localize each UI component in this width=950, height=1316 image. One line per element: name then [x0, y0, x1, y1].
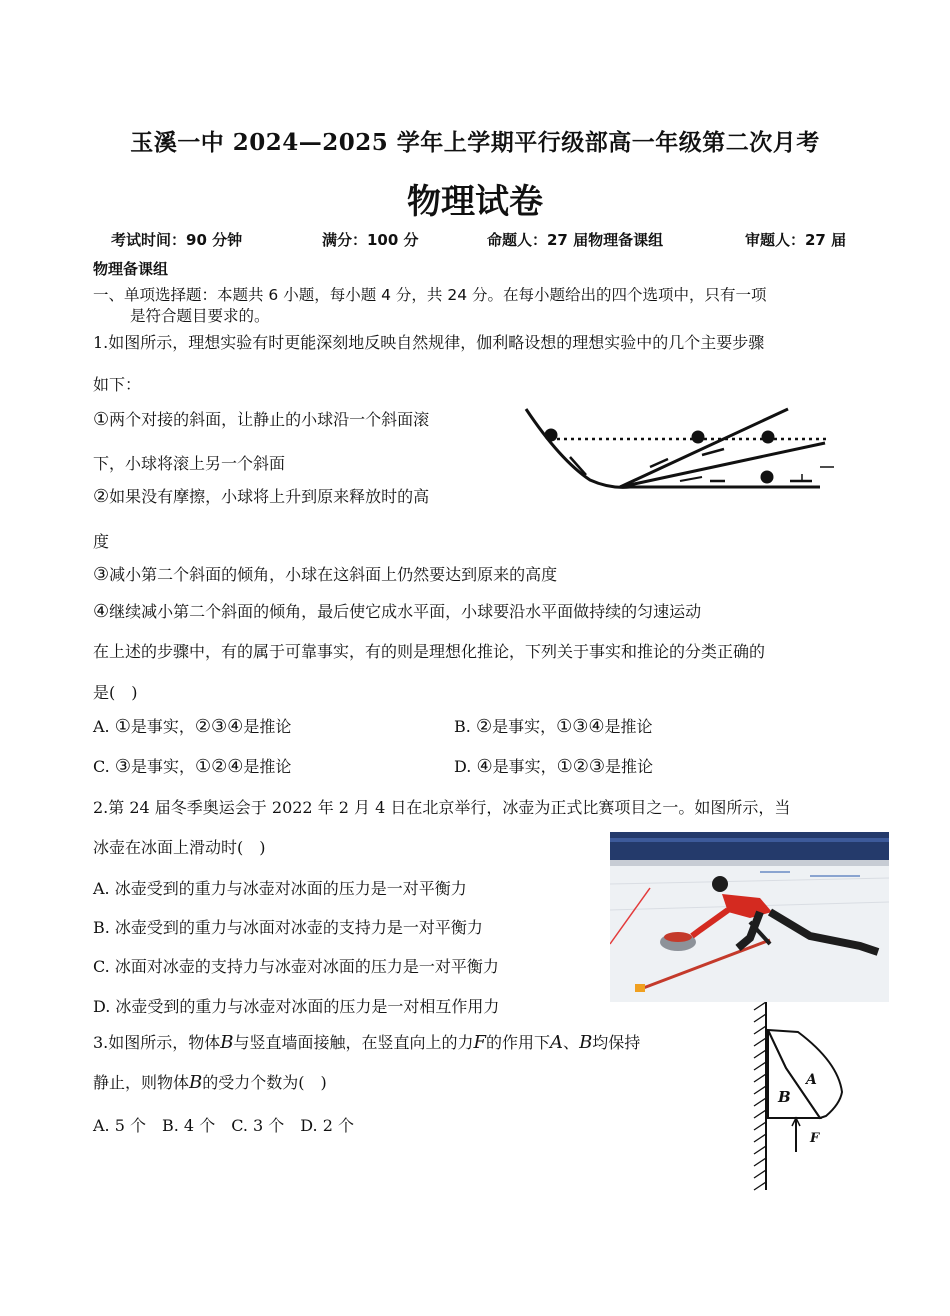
q3-stem-line1 [93, 1030, 640, 1053]
exam-title: 玉溪一中 2024—2025 学年上学期平行级部高一年级第二次月考 [130, 129, 820, 156]
label-f: F [810, 1131, 820, 1146]
option-label: B. [454, 717, 476, 736]
var-b: B [220, 1032, 234, 1053]
curling-photo [610, 832, 889, 1002]
q1-ask-line2: 是( ) [93, 683, 138, 702]
option-marker: ② [475, 716, 493, 737]
q1-stem-line2: 如下： [93, 375, 142, 394]
step-text: 如果没有摩擦，小球将上升到原来释放时的高 [109, 487, 430, 506]
option-text: 是推论 [604, 717, 653, 736]
option-marker: ①③④ [556, 716, 605, 737]
option-text: 是事实， [492, 717, 557, 736]
reviewer-continued: 物理备课组 [93, 260, 169, 278]
q2-option-c[interactable]: C. 冰面对冰壶的支持力与冰壶对冰面的压力是一对平衡力 [93, 957, 499, 976]
q1-option-b[interactable] [454, 714, 653, 737]
option-text: 是事实， [130, 757, 195, 776]
var-b: B [579, 1032, 593, 1053]
question-author: 命题人：27 届物理备课组 [487, 231, 664, 249]
step-marker: ④ [93, 601, 110, 622]
option-text: 是推论 [243, 757, 292, 776]
option-marker: ②③④ [194, 716, 244, 737]
step-text: 继续减小第二个斜面的倾角，最后使它成水平面，小球要沿水平面做持续的匀速运动 [109, 602, 702, 621]
ball-icon [692, 431, 705, 444]
step-marker: ① [93, 409, 110, 430]
option-text: 是推论 [243, 717, 292, 736]
step-marker: ② [93, 486, 110, 507]
q1-option-d[interactable] [454, 754, 653, 777]
section-heading-line2: 是符合题目要求的。 [130, 307, 270, 325]
var-b: B [189, 1072, 203, 1093]
q2-option-a[interactable]: A. 冰壶受到的重力与冰壶对冰面的压力是一对平衡力 [93, 879, 467, 898]
q3-options[interactable]: A. 5 个 B. 4 个 C. 3 个 D. 2 个 [93, 1116, 354, 1135]
reviewer: 审题人：27 届 [745, 231, 847, 249]
option-text: 是事实， [130, 717, 195, 736]
q1-step1 [93, 407, 429, 430]
step-marker: ③ [93, 564, 110, 585]
ball-icon [545, 429, 558, 442]
option-marker: ③ [114, 756, 131, 777]
q1-step2-cont: 度 [93, 532, 110, 551]
q1-step2 [93, 484, 429, 507]
var-a: A [550, 1032, 564, 1053]
option-label: A. [93, 717, 115, 736]
ball-icon [762, 431, 775, 444]
stem-text: 的作用下 [486, 1033, 551, 1052]
q1-option-c[interactable] [93, 754, 291, 777]
q1-step4 [93, 599, 701, 622]
option-marker: ① [114, 716, 131, 737]
option-text: 是事实， [492, 757, 557, 776]
option-label: C. [93, 757, 115, 776]
option-marker: ①②④ [195, 756, 244, 777]
q1-step3 [93, 562, 557, 585]
q2-stem-line1: 2.第 24 届冬季奥运会于 2022 年 2 月 4 日在北京举行，冰壶为正式比赛项目之一。如图所示，当 [93, 798, 791, 817]
q1-step1-cont: 下，小球将滚上另一个斜面 [93, 454, 286, 473]
full-score: 满分：100 分 [322, 231, 419, 249]
q1-ask-line1: 在上述的步骤中，有的属于可靠事实，有的则是理想化推论，下列关于事实和推论的分类正确的 [93, 642, 766, 661]
stem-text: 、 [563, 1033, 580, 1052]
option-marker: ①②③ [556, 756, 606, 777]
stem-text: 与竖直墙面接触，在竖直向上的力 [233, 1033, 474, 1052]
q1-option-a[interactable] [93, 714, 291, 737]
q2-option-d[interactable]: D. 冰壶受到的重力与冰壶对冰面的压力是一对相互作用力 [93, 997, 500, 1016]
option-text: 是推论 [605, 757, 654, 776]
section-heading-line1: 一、单项选择题：本题共 6 小题，每小题 4 分，共 24 分。在每小题给出的四个选项中，只有一项 [93, 286, 767, 304]
option-label: D. [454, 757, 477, 776]
q1-stem-line1: 1.如图所示，理想实验有时更能深刻地反映自然规律，伽利略设想的理想实验中的几个主要步骤 [93, 333, 765, 352]
var-f: F [473, 1032, 487, 1053]
stem-text: 均保持 [592, 1033, 641, 1052]
exam-time: 考试时间：90 分钟 [111, 231, 243, 249]
wall-blocks-figure [748, 1002, 844, 1192]
option-marker: ④ [476, 756, 493, 777]
q3-stem-line2 [93, 1070, 327, 1093]
section-heading [93, 285, 863, 327]
galileo-inclines-figure [520, 375, 850, 503]
step-text: 两个对接的斜面，让静止的小球沿一个斜面滚 [109, 410, 430, 429]
ball-icon [761, 471, 774, 484]
step-text: 减小第二个斜面的倾角，小球在这斜面上仍然要达到原来的高度 [109, 565, 558, 584]
stem-text: 3.如图所示，物体 [93, 1033, 221, 1052]
q2-option-b[interactable]: B. 冰壶受到的重力与冰面对冰壶的支持力是一对平衡力 [93, 918, 483, 937]
stem-text: 的受力个数为( ) [202, 1073, 327, 1092]
q2-stem-line2: 冰壶在冰面上滑动时( ) [93, 838, 266, 857]
label-a: A [806, 1072, 817, 1088]
stem-text: 静止，则物体 [93, 1073, 190, 1092]
label-b: B [778, 1088, 791, 1106]
exam-subject: 物理试卷 [407, 182, 543, 222]
